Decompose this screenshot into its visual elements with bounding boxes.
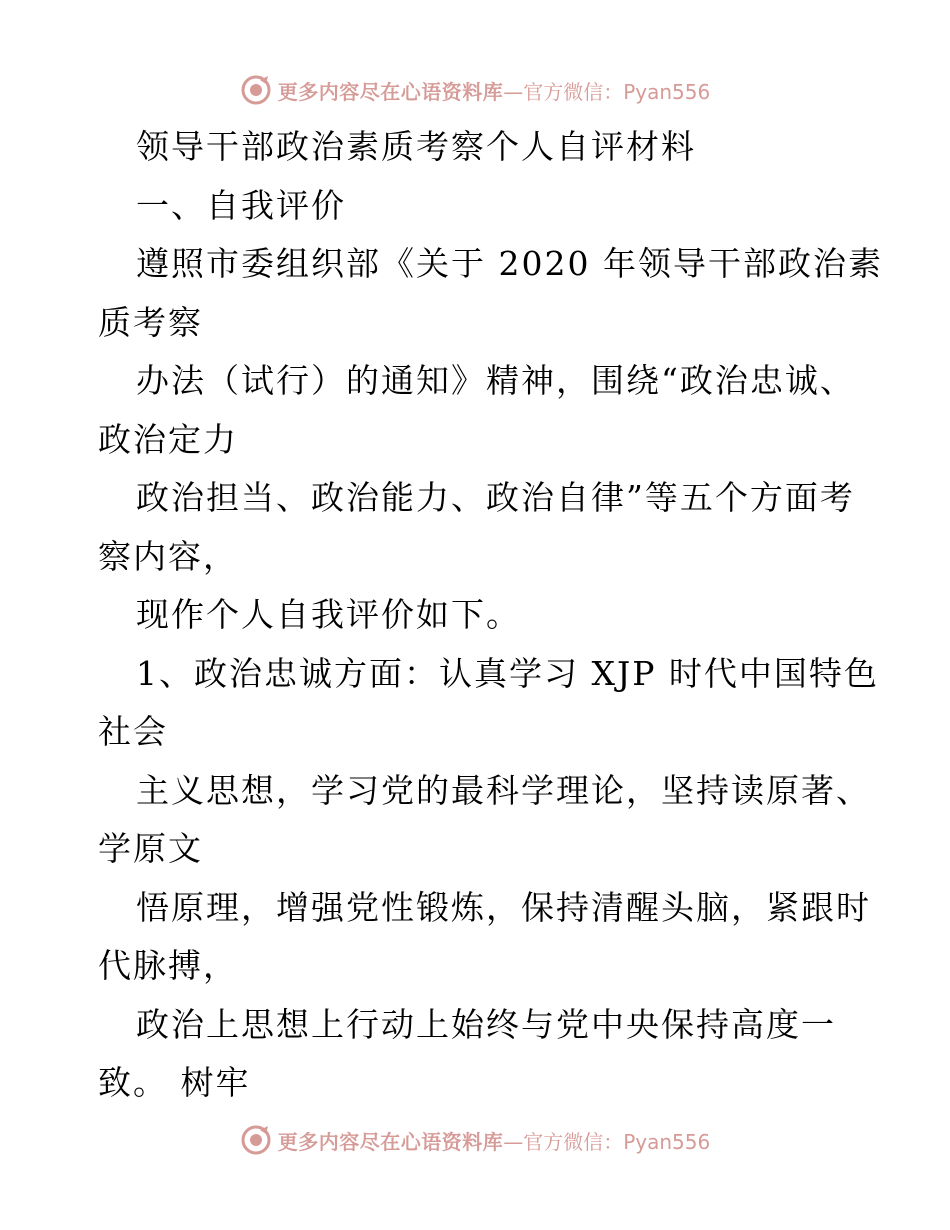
watermark-wechat: —官方微信：Pyan556 [503, 79, 711, 104]
text-line: 1、政治忠诚方面：认真学习 XJP 时代中国特色 [136, 653, 879, 693]
document-title: 领导干部政治素质考察个人自评材料 [136, 127, 696, 166]
text-line: 社会 [98, 712, 168, 751]
text-line: 现作个人自我评价如下。 [136, 595, 521, 634]
text-line: 质考察 [98, 302, 203, 342]
watermark-logo-icon [240, 74, 272, 106]
text-line: 政治担当、政治能力、政治自律”等五个方面考 [136, 478, 855, 517]
document-body [98, 118, 883, 1113]
text-line: 办法（试行）的通知》精神，围绕“政治忠诚、 [136, 361, 855, 400]
text-line: 政治上思想上行动上始终与党中央保持高度一 [136, 1004, 836, 1044]
text-line: 代脉搏， [98, 946, 238, 985]
watermark-text: 更多内容尽在心语资料库 [277, 79, 504, 104]
text-line: 察内容， [98, 536, 238, 576]
text-line: 政治定力 [98, 419, 238, 459]
text-line: 悟原理，增强党性锻炼，保持清醒头脑，紧跟时 [136, 887, 871, 927]
watermark-footer [0, 1120, 950, 1160]
text-line: 主义思想，学习党的最科学理论，坚持读原著、 [136, 770, 871, 810]
text-line: 学原文 [98, 829, 203, 868]
text-line: 遵照市委组织部《关于 2020 年领导干部政治素 [136, 244, 883, 283]
watermark-logo-icon [240, 1124, 272, 1156]
watermark-header [0, 70, 950, 110]
text-line: 致。 树牢 [98, 1063, 251, 1102]
watermark-wechat: —官方微信：Pyan556 [503, 1129, 711, 1154]
watermark-text: 更多内容尽在心语资料库 [277, 1129, 504, 1154]
section-heading: 一、自我评价 [136, 185, 346, 225]
